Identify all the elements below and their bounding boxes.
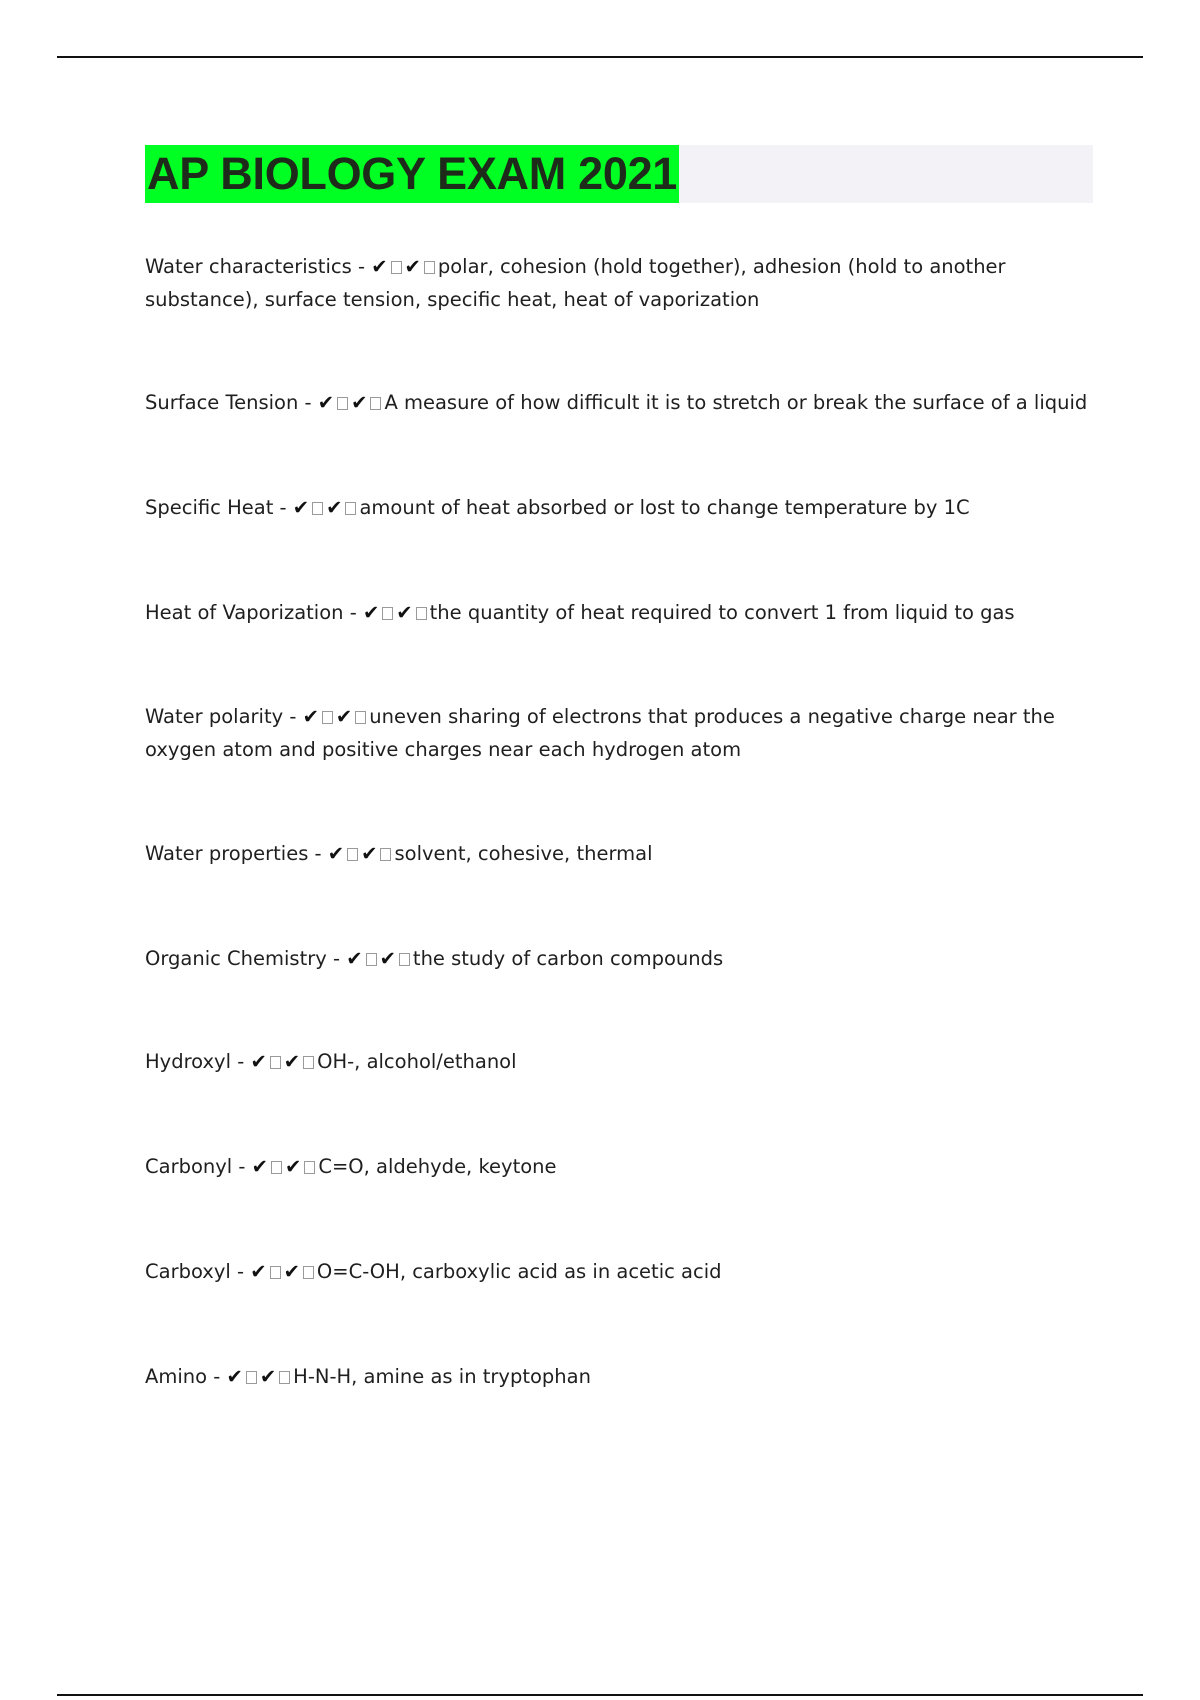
entry-definition: solvent, cohesive, thermal (394, 842, 653, 865)
bottom-rule (57, 1694, 1143, 1696)
entry-term: Organic Chemistry (145, 947, 327, 970)
entry-definition: uneven sharing of electrons that produces a negative charge near the oxygen atom and positive charges near each hydrogen atom (145, 705, 1055, 761)
check-icon: ✔ ✔ (318, 391, 385, 414)
list-item: Organic Chemistry - ✔ ✔ the study of carbon compounds (145, 947, 724, 970)
list-item: Carbonyl - ✔ ✔ C=O, aldehyde, keytone (145, 1155, 557, 1178)
title-band (145, 145, 1093, 203)
check-icon: ✔ ✔ (328, 842, 395, 865)
list-item: Carboxyl - ✔ ✔ O=C-OH, carboxylic acid as in acetic acid (145, 1260, 722, 1283)
entry-term: Water polarity (145, 705, 284, 728)
entry-term: Carboxyl (145, 1260, 231, 1283)
list-item: Amino - ✔ ✔ H-N-H, amine as in tryptophan (145, 1365, 591, 1388)
check-icon: ✔ ✔ (371, 255, 438, 278)
entry-definition: OH-, alcohol/ethanol (317, 1050, 517, 1073)
list-item: Water properties - ✔ ✔ solvent, cohesive, thermal (145, 842, 653, 865)
top-rule (57, 56, 1143, 58)
check-icon: ✔ ✔ (250, 1050, 317, 1073)
check-icon: ✔ ✔ (346, 947, 413, 970)
check-icon: ✔ ✔ (363, 601, 430, 624)
entry-term: Heat of Vaporization (145, 601, 344, 624)
list-item: Water characteristics - ✔ ✔ polar, cohesion (hold together), adhesion (hold to another substance), surface tension, specific heat, heat of vaporization (145, 255, 1006, 311)
check-icon: ✔ ✔ (252, 1155, 319, 1178)
list-item: Heat of Vaporization - ✔ ✔ the quantity of heat required to convert 1 from liquid to gas (145, 601, 1015, 624)
list-item: Hydroxyl - ✔ ✔ OH-, alcohol/ethanol (145, 1050, 517, 1073)
page-title: AP BIOLOGY EXAM 2021 (145, 145, 679, 203)
entry-definition: O=C-OH, carboxylic acid as in acetic acid (316, 1260, 722, 1283)
entry-term: Amino (145, 1365, 208, 1388)
check-icon: ✔ ✔ (293, 496, 360, 519)
entry-definition: the study of carbon compounds (412, 947, 724, 970)
check-icon: ✔ ✔ (303, 705, 370, 728)
entry-term: Water characteristics (145, 255, 352, 278)
check-icon: ✔ ✔ (226, 1365, 293, 1388)
entry-definition: C=O, aldehyde, keytone (318, 1155, 557, 1178)
entry-term: Water properties (145, 842, 309, 865)
list-item: Specific Heat - ✔ ✔ amount of heat absorbed or lost to change temperature by 1C (145, 496, 970, 519)
entry-term: Carbonyl (145, 1155, 233, 1178)
list-item: Surface Tension - ✔ ✔ A measure of how difficult it is to stretch or break the surface of a liquid (145, 391, 1088, 414)
list-item: Water polarity - ✔ ✔ uneven sharing of electrons that produces a negative charge near the oxygen atom and positive charges near each hydrogen atom (145, 705, 1055, 761)
entry-definition: polar, cohesion (hold together), adhesion (hold to another substance), surface tension, specific heat, heat of vaporization (145, 255, 1006, 311)
entry-definition: amount of heat absorbed or lost to change temperature by 1C (359, 496, 970, 519)
entry-definition: the quantity of heat required to convert 1 from liquid to gas (429, 601, 1015, 624)
entry-term: Surface Tension (145, 391, 299, 414)
entry-definition: H-N-H, amine as in tryptophan (293, 1365, 591, 1388)
entry-term: Specific Heat (145, 496, 274, 519)
entry-definition: A measure of how difficult it is to stretch or break the surface of a liquid (384, 391, 1088, 414)
check-icon: ✔ ✔ (250, 1260, 317, 1283)
entry-term: Hydroxyl (145, 1050, 231, 1073)
